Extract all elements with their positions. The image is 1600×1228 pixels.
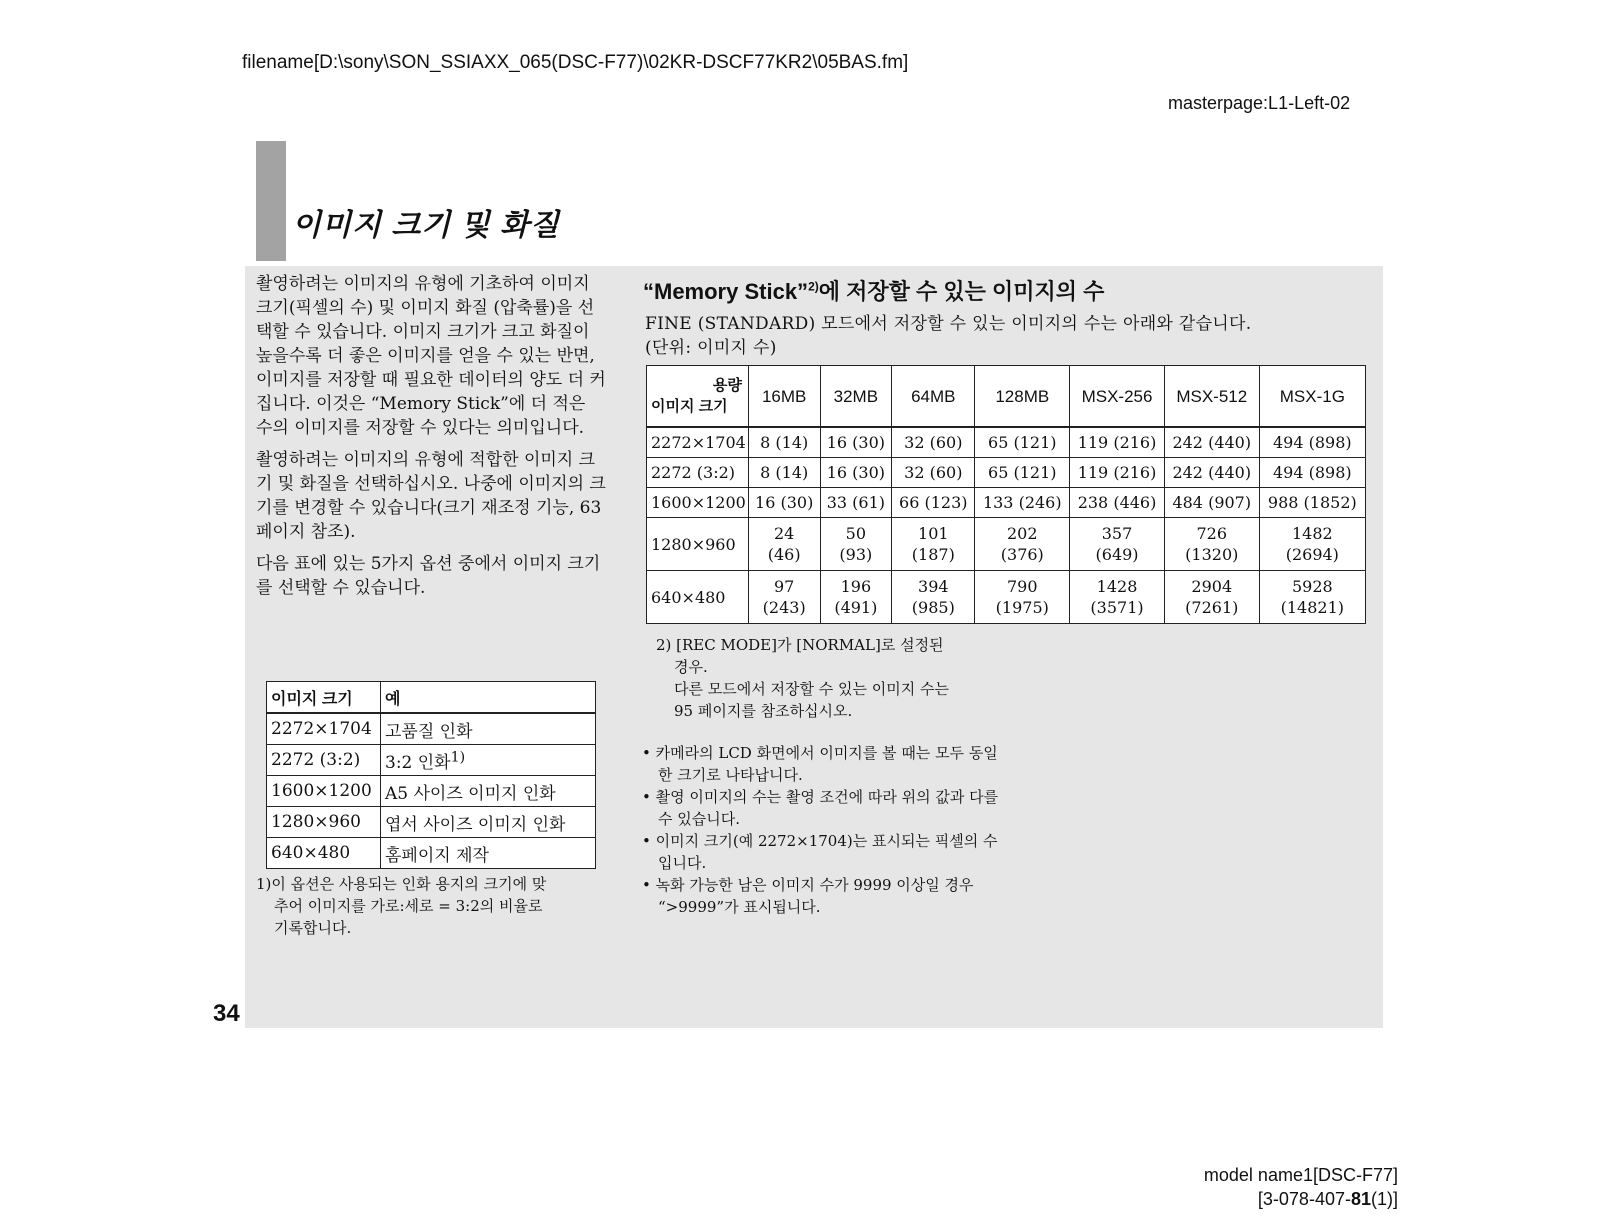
count-values	[760, 463, 808, 482]
bullet-icon: •	[642, 788, 651, 806]
list-item	[642, 830, 1002, 874]
example-cell	[381, 838, 596, 869]
bullet-icon: •	[642, 832, 651, 850]
count-value: 357	[1101, 524, 1133, 543]
count-value-alt: (60)	[929, 463, 963, 482]
count-value-alt: (30)	[852, 433, 885, 452]
count-value: 97	[774, 577, 795, 596]
count-cell	[1259, 518, 1365, 571]
count-value: 726	[1196, 524, 1228, 543]
list-item	[642, 786, 1002, 830]
page-number: 34	[213, 1000, 240, 1027]
table-row	[267, 776, 596, 807]
example-text: 3:2 인화	[385, 752, 451, 773]
count-values	[751, 576, 818, 618]
count-values	[977, 523, 1067, 565]
page-title: 이미지 크기 및 화질	[292, 209, 560, 242]
count-cell	[1164, 571, 1259, 624]
count-value: 494	[1272, 433, 1304, 452]
bullet-icon: •	[642, 876, 651, 894]
memory-intro-unit: (단위: 이미지 수)	[645, 338, 777, 358]
column-header: MSX-512	[1164, 366, 1259, 428]
footnote-line-4: 95 페이지를 참조하십시오.	[674, 702, 853, 720]
notes-list	[642, 742, 1002, 918]
memory-intro	[645, 312, 1251, 360]
count-value-alt: (93)	[839, 545, 873, 564]
column-header-size: 이미지 크기	[267, 682, 381, 714]
footnote-line-2: 추어 이미지를 가로:세로 = 3:2의 비율로	[274, 897, 543, 915]
count-value-alt: (649)	[1095, 545, 1139, 564]
count-cell	[975, 571, 1070, 624]
example-cell	[381, 713, 596, 745]
model-code-pre: [3-078-407-	[1257, 1189, 1351, 1209]
count-value-alt: (14)	[775, 463, 809, 482]
count-value-alt: (243)	[762, 598, 806, 617]
count-values	[1078, 463, 1157, 482]
table-row	[267, 713, 596, 745]
count-cell	[1070, 488, 1165, 518]
row-label: 1600×1200	[647, 488, 749, 518]
count-value-alt: (14821)	[1280, 598, 1345, 617]
count-value: 196	[840, 577, 872, 596]
count-values	[755, 493, 813, 512]
count-cell	[892, 488, 975, 518]
count-value-alt: (187)	[911, 545, 955, 564]
count-cell	[1164, 518, 1259, 571]
table-row	[647, 458, 1366, 488]
footnote-line-3: 다른 모드에서 저장할 수 있는 이미지 수는	[674, 680, 949, 698]
count-value-alt: (46)	[767, 545, 801, 564]
heading-footnote-marker: 2)	[808, 279, 819, 294]
heading-text-post: 에 저장할 수 있는 이미지의 수	[818, 279, 1105, 304]
example-text: 고품질 인화	[385, 721, 473, 742]
count-values	[827, 493, 885, 512]
count-values	[1273, 433, 1352, 452]
model-code-post: (1)]	[1371, 1189, 1398, 1209]
count-value: 32	[904, 433, 925, 452]
table-header-row	[647, 366, 1366, 428]
count-value: 33	[826, 493, 848, 512]
footnote-line-2: 경우.	[674, 658, 708, 676]
row-label: 1280×960	[647, 518, 749, 571]
list-item	[642, 742, 1002, 786]
count-value-alt: (1320)	[1185, 545, 1239, 564]
example-cell	[381, 807, 596, 838]
count-value-alt: (30)	[852, 463, 885, 482]
count-values	[1072, 523, 1162, 565]
footnote-line-1: 2) [REC MODE]가 [NORMAL]로 설정된	[656, 636, 944, 654]
count-cell	[975, 427, 1070, 458]
image-count-table-body	[647, 427, 1366, 624]
count-value-alt: (14)	[775, 433, 809, 452]
model-code-bold: 81	[1350, 1189, 1371, 1209]
row-label: 640×480	[647, 571, 749, 624]
count-value: 101	[918, 524, 949, 543]
count-values	[1262, 523, 1363, 565]
intro-paragraph-1: 촬영하려는 이미지의 유형에 기초하여 이미지 크기(픽셀의 수) 및 이미지 화질 (압축률)을 선택할 수 있습니다. 이미지 크기가 크고 화질이 높을수록 더 좋은 이미지를 얻을 수 있는 반면, 이미지를 저장할 때 필요한 데이터의 양도 더 커집니다. 이것은 “Memory Stick”에 더 적은 수의 이미지를 저장할 수 있다는 의미입니다.	[256, 274, 606, 438]
count-cell	[1070, 427, 1165, 458]
count-cell	[975, 488, 1070, 518]
count-values	[983, 493, 1062, 512]
column-header: MSX-256	[1070, 366, 1165, 428]
count-values	[1078, 493, 1157, 512]
count-cell	[748, 427, 820, 458]
count-value: 8	[760, 433, 771, 452]
size-cell: 640×480	[267, 838, 381, 869]
count-cell	[1259, 427, 1365, 458]
model-code	[1188, 1189, 1398, 1210]
count-value: 242	[1172, 433, 1203, 452]
image-size-label: 이미지 크기	[651, 398, 728, 415]
count-value: 65	[988, 433, 1009, 452]
count-values	[988, 463, 1056, 482]
count-cell	[1164, 427, 1259, 458]
count-value: 50	[845, 524, 867, 543]
count-cell	[820, 518, 892, 571]
footnote-marker: 1)	[256, 875, 272, 893]
intro-paragraph-2: 촬영하려는 이미지의 유형에 적합한 이미지 크기 및 화질을 선택하십시오. 나중에 이미지의 크기를 변경할 수 있습니다(크기 재조정 기능, 63 페이지 참조).	[256, 450, 606, 542]
column-header: 32MB	[820, 366, 892, 428]
count-value-alt: (30)	[780, 493, 814, 512]
count-value: 66	[899, 493, 920, 512]
intro-text	[256, 272, 606, 608]
list-item-text: 녹화 가능한 남은 이미지 수가 9999 이상일 경우 “>9999”가 표시됩니다.	[655, 876, 974, 916]
example-cell	[381, 776, 596, 807]
list-item-text: 이미지 크기(예 2272×1704)는 표시되는 픽셀의 수입니다.	[655, 832, 998, 872]
count-value-alt: (123)	[924, 493, 968, 512]
count-value-alt: (440)	[1208, 433, 1252, 452]
column-header: 64MB	[892, 366, 975, 428]
footnote-marker: 1)	[450, 748, 466, 765]
count-value: 242	[1172, 463, 1203, 482]
list-item-text: 카메라의 LCD 화면에서 이미지를 볼 때는 모두 동일한 크기로 나타납니다.	[655, 744, 998, 784]
count-values	[1072, 576, 1162, 618]
count-value: 8	[760, 463, 771, 482]
count-value-alt: (60)	[929, 433, 963, 452]
table-row	[267, 838, 596, 869]
count-value-alt: (121)	[1013, 463, 1057, 482]
count-value: 16	[826, 433, 848, 452]
count-value-alt: (376)	[1000, 545, 1044, 564]
count-cell	[892, 518, 975, 571]
footnote-2	[656, 634, 996, 722]
example-cell	[381, 745, 596, 776]
count-values	[1172, 433, 1251, 452]
count-value-alt: (491)	[834, 598, 878, 617]
image-size-table	[266, 681, 596, 869]
count-value: 1482	[1291, 524, 1333, 543]
row-label: 2272 (3:2)	[647, 458, 749, 488]
count-values	[827, 463, 885, 482]
count-value-alt: (898)	[1308, 433, 1352, 452]
count-value: 988	[1267, 493, 1299, 512]
count-values	[1172, 493, 1251, 512]
example-text: 엽서 사이즈 이미지 인화	[385, 814, 566, 835]
count-value-alt: (246)	[1018, 493, 1062, 512]
count-cell	[820, 427, 892, 458]
count-values	[1078, 433, 1157, 452]
count-value: 790	[1007, 577, 1038, 596]
count-value: 16	[755, 493, 776, 512]
count-cell	[1259, 488, 1365, 518]
size-cell: 2272 (3:2)	[267, 745, 381, 776]
count-values	[904, 433, 962, 452]
column-header: 16MB	[748, 366, 820, 428]
image-size-table-body	[267, 713, 596, 869]
count-value-alt: (907)	[1208, 493, 1252, 512]
column-header: 128MB	[975, 366, 1070, 428]
count-values	[823, 576, 890, 618]
count-value-alt: (216)	[1113, 433, 1157, 452]
count-cell	[820, 571, 892, 624]
row-label: 2272×1704	[647, 427, 749, 458]
count-value: 484	[1172, 493, 1203, 512]
count-value: 238	[1077, 493, 1109, 512]
count-values	[894, 523, 972, 565]
count-values	[1172, 463, 1251, 482]
count-value: 119	[1077, 433, 1109, 452]
count-value: 24	[774, 524, 795, 543]
count-cell	[975, 518, 1070, 571]
corner-header	[647, 366, 749, 428]
count-value-alt: (898)	[1308, 463, 1352, 482]
count-value-alt: (1975)	[995, 598, 1049, 617]
count-cell	[748, 518, 820, 571]
table-row	[647, 571, 1366, 624]
filename-header: filename[D:\sony\SON_SSIAXX_065(DSC-F77)\02KR-DSCF77KR2\05BAS.fm]	[242, 52, 909, 73]
count-value-alt: (1852)	[1303, 493, 1357, 512]
example-text: 홈페이지 제작	[385, 845, 489, 866]
column-header-example: 예	[381, 682, 596, 714]
count-values	[1273, 463, 1352, 482]
count-value: 394	[918, 577, 949, 596]
column-header: MSX-1G	[1259, 366, 1365, 428]
count-cell	[892, 458, 975, 488]
count-cell	[748, 488, 820, 518]
count-cell	[1070, 458, 1165, 488]
count-value: 5928	[1291, 577, 1333, 596]
count-cell	[1259, 458, 1365, 488]
count-values	[827, 433, 885, 452]
footnote-1	[256, 873, 606, 939]
count-value-alt: (446)	[1113, 493, 1157, 512]
count-values	[1167, 576, 1257, 618]
count-cell	[1070, 571, 1165, 624]
count-values	[899, 493, 967, 512]
count-value: 32	[904, 463, 925, 482]
count-value-alt: (3571)	[1090, 598, 1144, 617]
count-values	[977, 576, 1067, 618]
table-header-row	[267, 682, 596, 714]
size-cell: 2272×1704	[267, 713, 381, 745]
count-cell	[1164, 458, 1259, 488]
count-value-alt: (985)	[911, 598, 955, 617]
masterpage-header: masterpage:L1-Left-02	[1168, 93, 1351, 113]
count-value: 202	[1007, 524, 1038, 543]
count-cell	[1164, 488, 1259, 518]
image-count-table	[646, 365, 1366, 624]
count-values	[1167, 523, 1257, 565]
example-text: A5 사이즈 이미지 인화	[385, 783, 556, 804]
count-value: 16	[826, 463, 848, 482]
count-values	[894, 576, 972, 618]
count-cell	[820, 488, 892, 518]
heading-text-pre: “Memory Stick”	[643, 279, 809, 304]
count-value-alt: (121)	[1013, 433, 1057, 452]
list-item	[642, 874, 1002, 918]
model-name: model name1[DSC-F77]	[1203, 1165, 1398, 1185]
count-value-alt: (2694)	[1285, 545, 1339, 564]
count-value-alt: (440)	[1208, 463, 1252, 482]
count-values	[988, 433, 1056, 452]
footnote-line-3: 기록합니다.	[274, 919, 352, 937]
title-accent-bar	[256, 141, 286, 261]
count-cell	[820, 458, 892, 488]
table-row	[647, 518, 1366, 571]
count-value: 133	[982, 493, 1014, 512]
table-row	[647, 427, 1366, 458]
count-cell	[1259, 571, 1365, 624]
count-value: 494	[1272, 463, 1304, 482]
count-cell	[748, 571, 820, 624]
memory-stick-heading	[643, 275, 1104, 306]
count-values	[1268, 493, 1357, 512]
table-row	[267, 745, 596, 776]
count-values	[904, 463, 962, 482]
count-cell	[975, 458, 1070, 488]
table-row	[647, 488, 1366, 518]
count-values	[823, 523, 890, 565]
footnote-line-1: 이 옵션은 사용되는 인화 용지의 크기에 맞	[271, 875, 547, 893]
count-cell	[1070, 518, 1165, 571]
count-cell	[892, 571, 975, 624]
count-cell	[748, 458, 820, 488]
table-row	[267, 807, 596, 838]
intro-paragraph-3: 다음 표에 있는 5가지 옵션 중에서 이미지 크기를 선택할 수 있습니다.	[256, 554, 601, 598]
size-cell: 1280×960	[267, 807, 381, 838]
count-value-alt: (61)	[852, 493, 885, 512]
bullet-icon: •	[642, 744, 651, 762]
capacity-label: 용량	[712, 377, 742, 394]
count-value-alt: (216)	[1113, 463, 1157, 482]
size-cell: 1600×1200	[267, 776, 381, 807]
count-value: 119	[1077, 463, 1109, 482]
count-value: 2904	[1191, 577, 1233, 596]
count-values	[760, 433, 808, 452]
memory-intro-line-1: FINE (STANDARD) 모드에서 저장할 수 있는 이미지의 수는 아래와 같습니다.	[645, 314, 1252, 334]
count-cell	[892, 427, 975, 458]
count-value-alt: (7261)	[1185, 598, 1239, 617]
count-values	[1262, 576, 1363, 618]
count-value: 65	[988, 463, 1009, 482]
list-item-text: 촬영 이미지의 수는 촬영 조건에 따라 위의 값과 다를 수 있습니다.	[655, 788, 999, 828]
count-value: 1428	[1096, 577, 1138, 596]
count-values	[751, 523, 818, 565]
